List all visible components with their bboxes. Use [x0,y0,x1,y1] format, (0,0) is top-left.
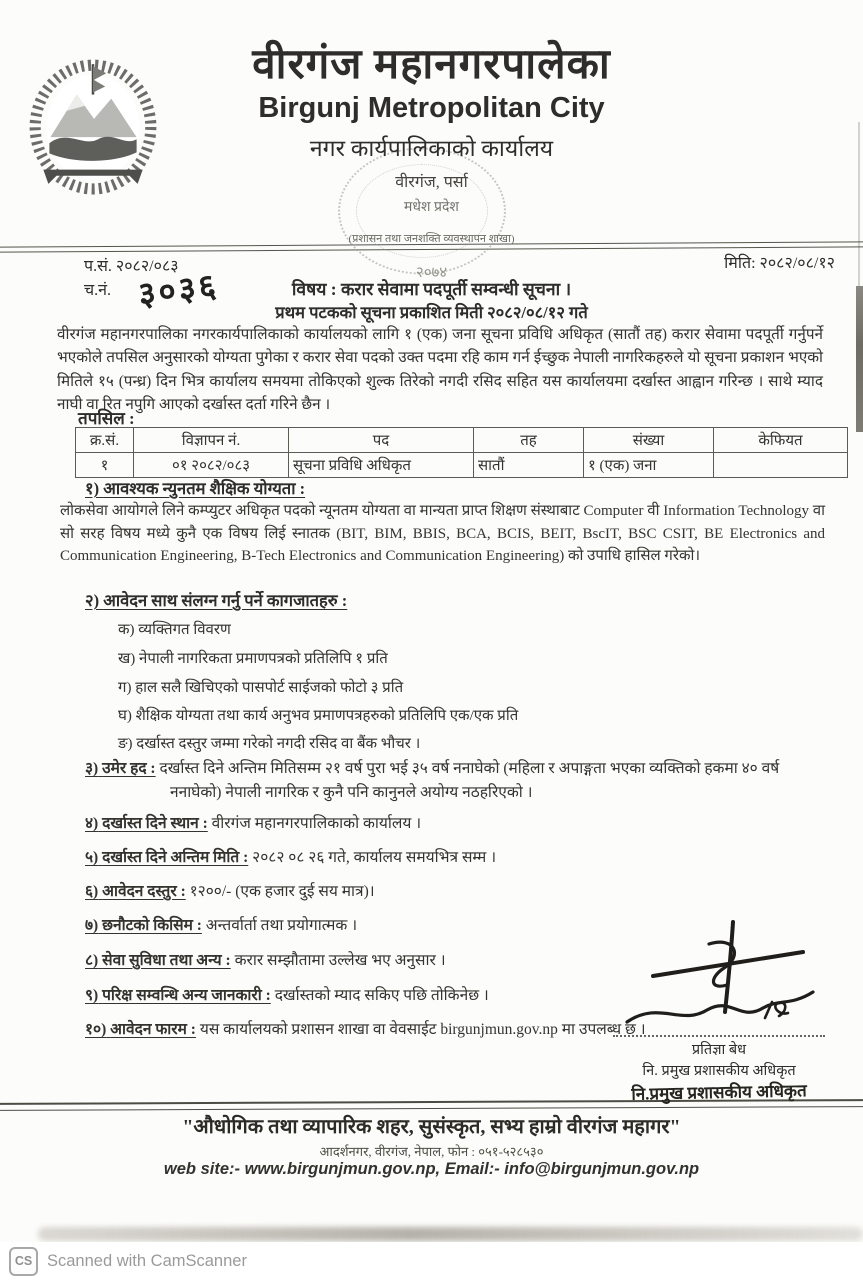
section-4-num: ४) [85,815,99,832]
section-2-heading [85,588,823,611]
municipality-title-english: Birgunj Metropolitan City [258,92,605,125]
section-3 [0,757,823,805]
signatory-designation: नि. प्रमुख प्रशासकीय अधिकृत [642,1063,796,1079]
first-publication-line: प्रथम पटकको सूचना प्रकाशित मिती २०८२/०८/१२ गते [275,303,588,322]
section-8-label: सेवा सुविधा तथा अन्य : [102,952,231,969]
section-6-text: १२००/- (एक हजार दुई सय मात्र)। [189,883,375,900]
camscanner-label: Scanned with CamScanner [47,1251,247,1270]
section-7-label: छनौटको किसिम : [102,917,202,934]
scan-smudge-artifact [38,1227,863,1241]
camscanner-icon: CS [9,1247,38,1276]
cell-advert-no: ०१ २०८२/०८३ [134,453,289,478]
office-address: आदर्शनगर, वीरगंज, नेपाल, फोन : ०५१-५२८५३० [319,1144,544,1159]
section-2-label: आवेदन साथ संलग्न गर्नु पर्ने कागजातहरु : [103,591,348,610]
website-email-line: web site:- www.birgunjmun.gov.np, Email:- info@birgunjmun.gov.np [163,1160,700,1178]
section-6-num: ६) [85,883,99,900]
section-9-label: परिक्ष सम्वन्धि अन्य जानकारी : [102,987,271,1004]
place-line: वीरगंज, पर्सा [395,174,468,192]
document-item-ka: क) व्यक्तिगत विवरण [118,622,231,638]
section-1-text: लोकसेवा आयोगले लिने कम्प्युटर अधिकृत पदको न्यूनतम योग्यता वा मान्यता प्राप्त शिक्षण संस्थाबाट Computer वी Information Technology वा सो सरह विषय मध्ये कुनै एक विषय लिई स्नातक (BIT, BIM, BBIS, BCA, BCIS, BEIT, BscIT, BSC CSIT, BE Electronics and Communication Engineering, B-Tech Electronics and Communication Engineering) को उपाधि हासिल गरेको। [60,503,825,564]
city-slogan: "औधोगिक तथा व्यापारिक शहर, सुसंस्कृत, सभ्य हाम्रो वीरगंज महागर" [182,1116,681,1138]
section-8-num: ८) [85,952,99,969]
branch-line: (प्रशासन तथा जनशक्ति व्यवस्थापन शाखा) [348,233,515,245]
section-4 [0,812,823,836]
designation-stamp: नि.प्रमुख प्रशासकीय अधिकृत [631,1081,807,1104]
section-1-num: १) [85,479,100,498]
section-5-num: ५) [85,849,99,866]
stamp-year: २०७४ [415,265,448,281]
letter-number-label: प.सं. [84,258,112,275]
col-number: संख्या [584,428,714,453]
section-10-label: आवेदन फारम : [110,1021,196,1038]
municipality-title-nepali: वीरगंज महानगरपालेका [252,42,611,88]
section-7-num: ७) [85,917,99,934]
vacancy-table [75,427,848,478]
document-item-gha: घ) शैक्षिक योग्यता तथा कार्य अनुभव प्रमाणपत्रहरुको प्रतिलिपि एक/एक प्रति [118,708,519,724]
section-1-heading [85,476,823,499]
dispatch-number-handwritten: ३०३६ [136,268,221,314]
schedule-label: तपसिल : [78,409,135,428]
section-1-label: आवश्यक न्युनतम शैक्षिक योग्यता : [103,479,306,498]
section-10-num: १०) [85,1021,107,1038]
cell-remarks [714,453,848,478]
section-3-label: उमेर हद : [102,760,156,777]
col-serial: क्र.सं. [76,428,134,453]
section-5 [0,846,823,870]
col-level: तह [474,428,584,453]
notice-body-paragraph: वीरगंज महानगरपालिका नगरकार्यपालिकाको कार्यालयको लागि १ (एक) जना सूचना प्रविधि अधिकृत (सातौं तह) करार सेवामा पदपूर्ती गर्नुपर्ने भएकोले तपसिल अनुसारको योग्यता पुगेका र करार सेवा पदको उक्त पदमा रहि काम गर्न ईच्छुक नेपाली नागरिकहरुले यो सूचना प्रकाशन भएको मितिले १५ (पन्ध्र) दिन भित्र कार्यालय समयमा तोकिएको शुल्क तिरेको नगदी रसिद सहित यस कार्यालयमा दर्खास्त आह्वान गरिन्छ । साथे म्याद नाघी वा रित नपुगि आएको दर्खास्त दर्ता गरिने छैन । [57,326,823,414]
col-post: पद [289,428,474,453]
dispatch-number-label: च.नं. [84,282,112,299]
camscanner-bar [0,1242,863,1280]
table-header-row [76,428,848,453]
document-item-nga: ङ) दर्खास्त दस्तुर जम्मा गरेको नगदी रसिद वा बैंक भौचर । [118,736,421,752]
section-4-label: दर्खास्त दिने स्थान : [102,815,208,832]
document-item-kha: ख) नेपाली नागरिकता प्रमाणपत्रको प्रतिलिपि १ प्रति [118,651,388,667]
section-3-text: दर्खास्त दिने अन्तिम मितिसम्म २१ वर्ष पुरा भई ३५ वर्ष ननाघेको (महिला र अपाङ्गता भएका व्यक्तिको हकमा ४० वर्ष ननाघेको) नेपाली नागरिक र कुनै पनि कानुनले अयोग्य नठहरिएको । [159,760,780,802]
province-line: मधेश प्रदेश [404,200,459,216]
section-2-num: २) [85,591,100,610]
section-8-text: करार सम्झौतामा उल्लेख भए अनुसार । [234,952,446,969]
section-6 [0,880,823,904]
document-item-ga: ग) हाल सलै खिचिएको पासपोर्ट साईजको फोटो ३ प्रति [118,680,404,696]
section-10-text: यस कार्यालयको प्रशासन शाखा वा वेवसाईट birgunjmun.gov.np मा उपलब्ध छ । [199,1021,646,1038]
section-9-text: दर्खास्तको म्याद सकिए पछि तोकिनेछ । [274,987,489,1004]
section-9-num: ९) [85,987,99,1004]
date-label: मिति: [724,255,756,272]
section-5-text: २०८२ ०८ २६ गते, कार्यालय समयभित्र सम्म । [252,849,497,866]
section-5-label: दर्खास्त दिने अन्तिम मिति : [102,849,249,866]
letter-number-value: २०८२/०८३ [115,258,179,275]
section-3-num: ३) [85,760,99,777]
cell-number: १ (एक) जना [584,453,714,478]
cell-serial: १ [76,453,134,478]
col-remarks: केफियत [714,428,848,453]
subject-line: विषय : करार सेवामा पदपूर्ती सम्वन्धी सूचना । [291,279,572,299]
office-line: नगर कार्यपालिकाको कार्यालय [309,136,554,162]
signature-mark [613,916,825,1036]
date-value: २०८२/०८/१२ [759,255,835,272]
section-4-text: वीरगंज महानगरपालिकाको कार्यालय । [211,815,422,832]
col-advert-no: विज्ञापन नं. [134,428,289,453]
letterhead [0,42,863,216]
cell-level: सातौं [474,453,584,478]
section-6-label: आवेदन दस्तुर : [102,883,186,900]
signature-block [593,916,845,1103]
section-7-text: अन्तर्वार्ता तथा प्रयोगात्मक । [205,917,358,934]
signatory-name: प्रतिज्ञा बेध [691,1042,747,1058]
table-row [76,453,848,478]
cell-post: सूचना प्रविधि अधिकृत [289,453,474,478]
